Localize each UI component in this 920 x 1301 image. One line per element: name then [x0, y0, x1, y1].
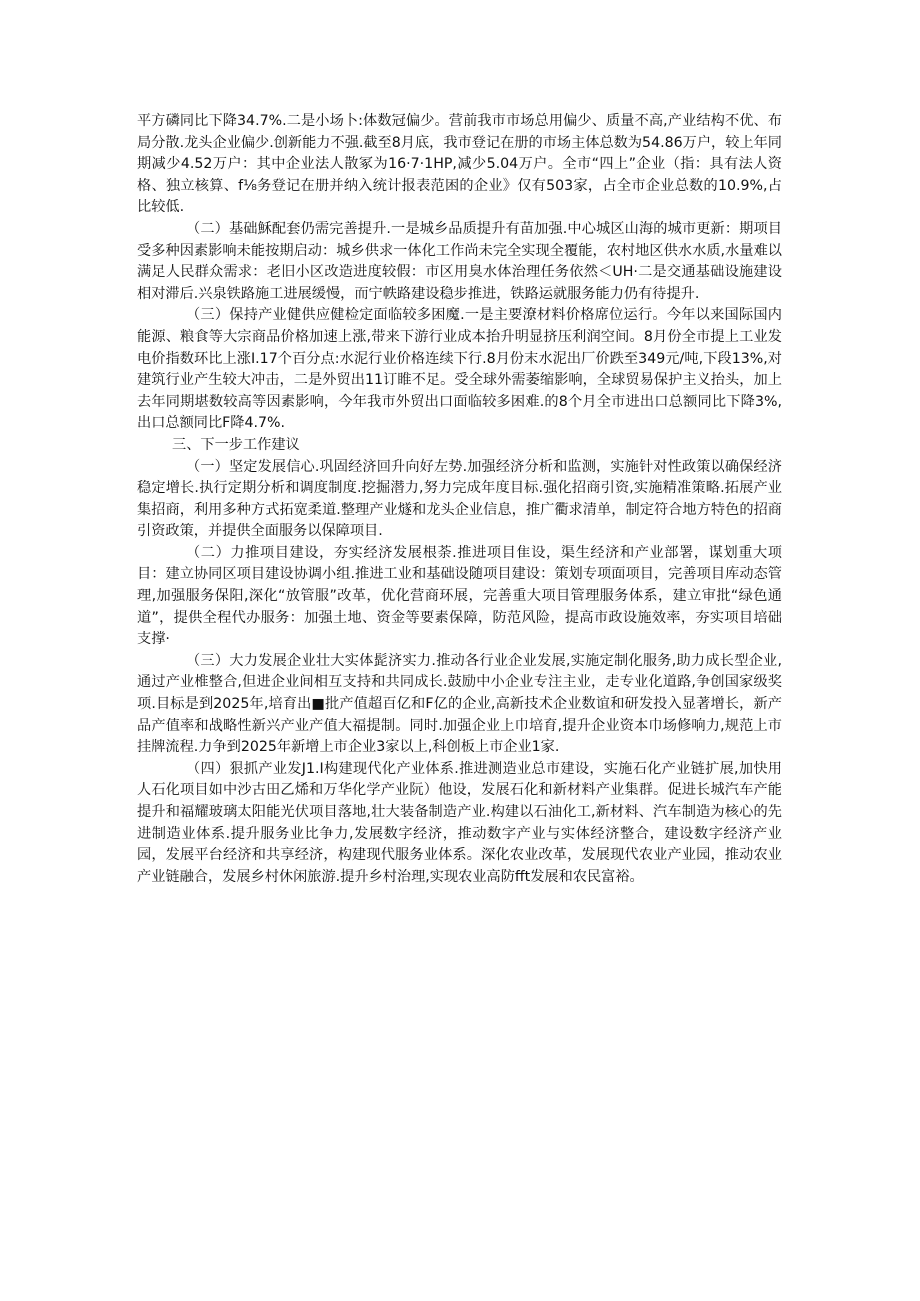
- paragraph-infrastructure: （二）基础穌配套仍需完善提升.一是城乡品质提升有苗加强.中心城区山海的城市更新：期项目受多种因素影响未能按期启动：城乡供求一体化工作尚未完全实现全覆能，农村地区供水水质,水量难以满足人民群众需求：老旧小区改造进度较假：市区用臭水体治理任务依然＜UH·二是交通基础设施建设相对滞后.兴泉铁路施工进展缓慢，而宁帙路建设稳步推进，铁路运就服务能力仍有待提升.: [137, 220, 782, 302]
- paragraph-confidence: （一）坚定发展信心.巩固经济回升向好左势.加强经济分析和监测，实施针对性政策以确保经济稳定增长.执行定期分析和调度制度.挖掘潜力,努力完成年度目标.强化招商引资,实施精准策略.拓展产业集招商，利用多种方式拓宽柔道.整理产业燧和龙头企业信息，推广衢求清单，制定符合地方特色的招商引资政策，并提供全面服务以保障项目.: [137, 458, 782, 540]
- paragraph-project-construction: （二）力推项目建设，夯实经济发展根荼.推进项目隹设，渠生经济和产业部署，谋划重大项目：建立协同区项目建设协调小组.推进工业和基础设随项目建设：策划专项面项目，完善项目库动态管理,加强服务保阳,深化“放管服”改革，优化营商环展，完善重大项目管理服务体系，建立审批“绿色通道”，提供全程代办服务：加强土地、资金等要素保障，防范风险，提高市政设施效率，夯实项目培础支撑·: [137, 544, 782, 648]
- paragraph-market-entities: 平方磷同比下降34.7%.二是小场卜:体数冠偏少。营前我市市场总用偏少、质量不高,产业结构不优、布局分散.龙头企业偏少.创新能力不强.截至8月底，我市登记在册的市场主体总数为54.86万户，较上年同期减少4.52万户：其中企业法人散冢为16·7·1HP,减少5.04万户。全市“四上”企业（指：具有法人资格、独立核算、f⅛务登记在册并纳入统计报表范困的企业》仅有503家，占全市企业总数的10.9%,占比较低.: [137, 113, 782, 216]
- paragraph-industry-system: （四）狠抓产业发J1.I构建现代化产业体系.推进测造业总市建设，实施石化产业链扩展,加快用人石化项目如中沙古田乙烯和万华化学产业阮）他设，发展石化和新材料产业集群。促进长城汽车产能提升和福耀玻璃太阳能光伏项目落地,壮大装备制造产业.构建以石油化工,新材料、汽车制造为核心的先进制造业体系.提升服务业比争力,发展数字经济，推动数字产业与实体经济整合，建设数字经济产业园，发展平台经济和共享经济，构建现代服务业体系。深化农业改革，发展现代农业产业园，推动农业产业链融合，发展乡村休闲旅游.提升乡村治理,实现农业高防fft发展和农民富裕。: [137, 760, 782, 885]
- document-body: [137, 111, 782, 888]
- paragraph-enterprise-development: （三）大力发展企业壮大实体髭济实力.推动各行业企业发展,实施定制化服务,助力成长型企业,通过产业椎整合,但进企业间相互支持和共同成长.鼓励中小企业专注主业，走专业化道路,争创国家级奖项.目标是到2025年,培育出■批产值超百亿和F亿的企业,高新技术企业数谊和研发投入显著增长，新产品产值率和战略性新兴产业产值大福提制。同时.加强企业上巾培育,提升企业资本巾场修响力,规范上市挂牌流程.力争到2025年新增上市企业3家以上,科创板上市企业1家.: [137, 652, 782, 756]
- paragraph-supply-chain: （三）保持产业健供应健检定面临较多困魔.一是主要潦材料价格席位运行。今年以来国际国内能源、粮食等大宗商品价格加速上涨,带来下游行业成本抬升明显挤压利润空间。8月份全市提上工业发电价指数环比上涨I.17个百分点:水泥行业价格连续下行.8月份末水泥出厂价跌至349元/吨,下段13%,对建筑行业产生较大冲击，二是外贸出11订睢不足。受全球外需萎缩影响，全球贸易保护主义抬头，加上去年同期堪数较高等因素影响，今年我市外贸出口面临较多困难.的8个月全市进出口总额同比下降3%,出口总额同比F降4.7%.: [137, 307, 782, 432]
- section-heading-next-steps: 三、下一步工作建议: [172, 436, 300, 453]
